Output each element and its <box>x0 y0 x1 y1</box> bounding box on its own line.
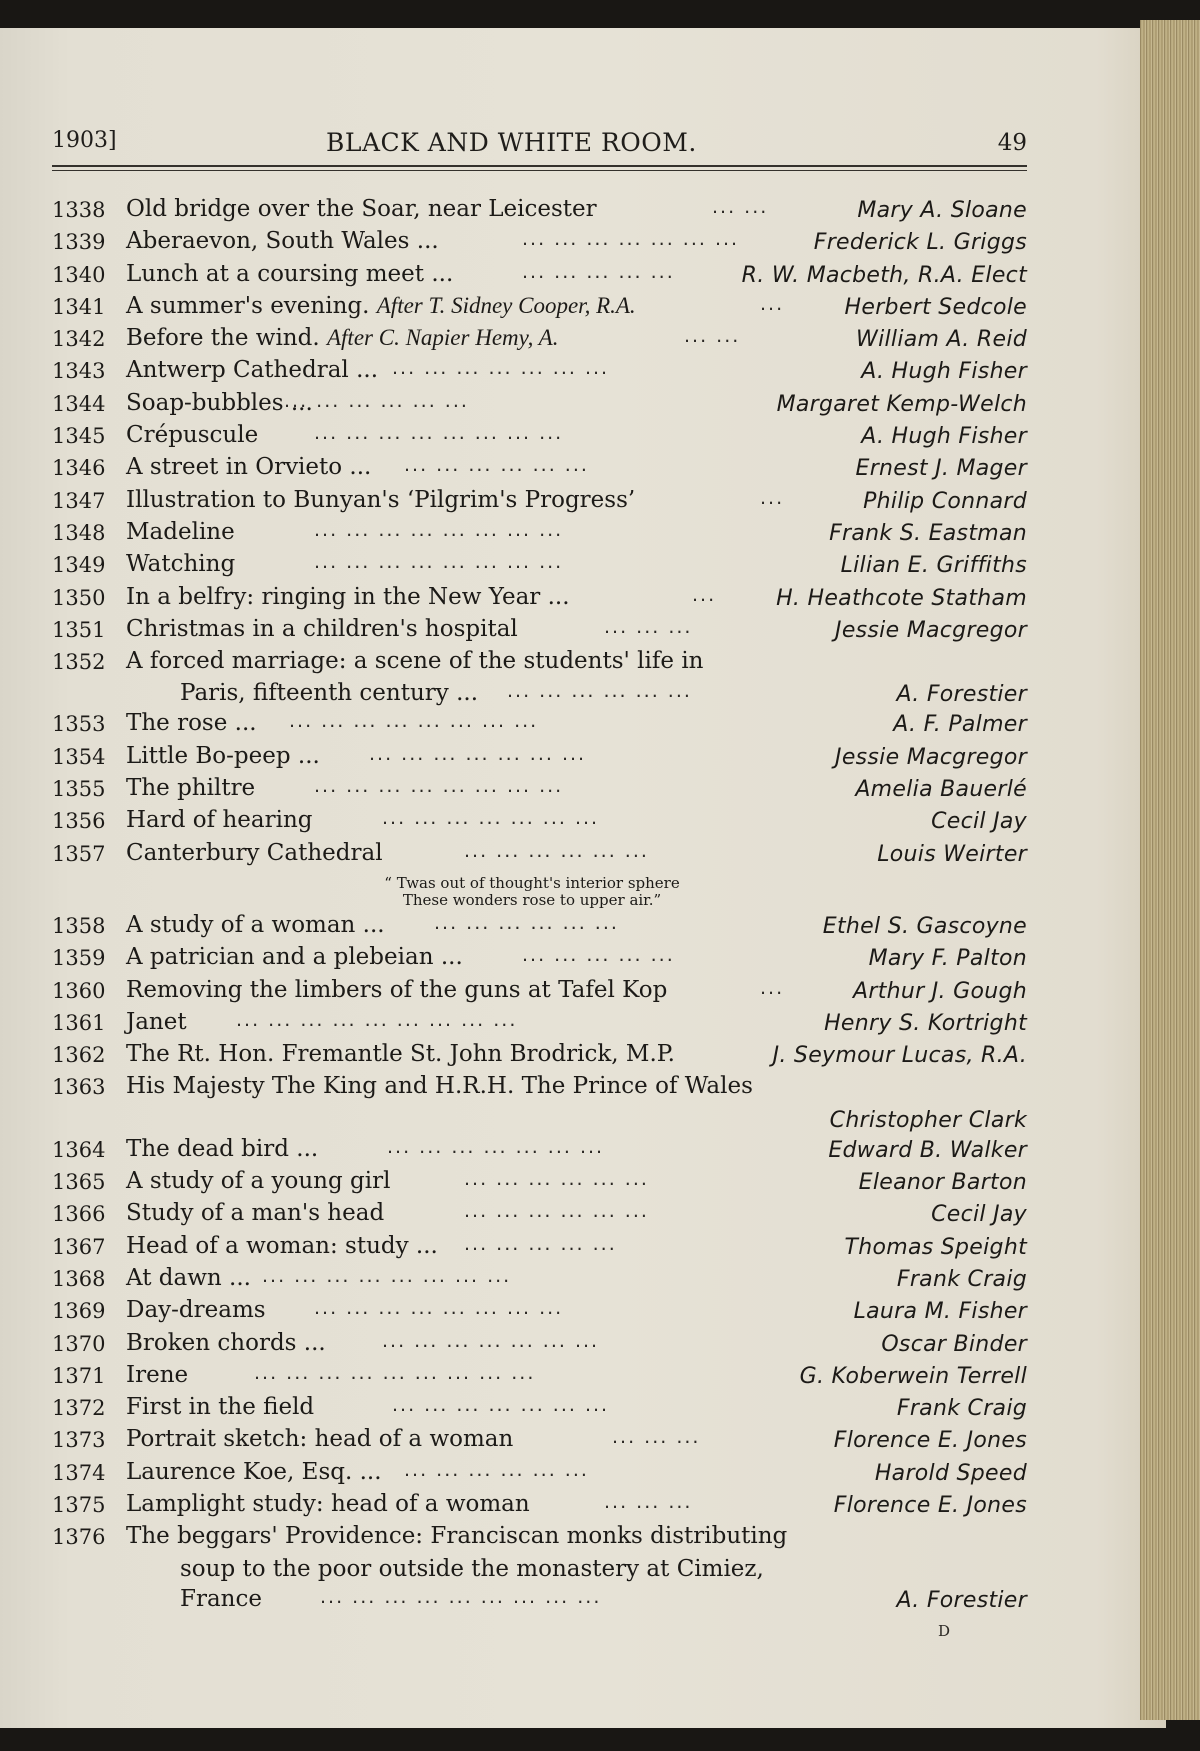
leader-dots: ... ... ... ... ... ... ... ... ... <box>320 1585 602 1608</box>
entry-title: Removing the limbers of the guns at Tafel Kop <box>126 976 668 1003</box>
catalogue-entry <box>52 775 1027 807</box>
entry-title: Head of a woman: study ... <box>126 1232 438 1259</box>
entry-title: Crépuscule <box>126 422 259 449</box>
entry-artist: Mary F. Palton <box>868 946 1027 972</box>
entry-number: 1347 <box>52 488 106 513</box>
header-title: BLACK AND WHITE ROOM. <box>326 128 697 157</box>
leader-dots: ... ... ... ... ... ... ... ... ... <box>254 1361 536 1384</box>
entry-title: Illustration to Bunyan's ‘Pilgrim's Progress’ <box>126 486 636 513</box>
entry-artist: Harold Speed <box>874 1460 1027 1486</box>
entry-artist: J. Seymour Lucas, R.A. <box>772 1043 1027 1069</box>
entry-number: 1354 <box>52 744 106 769</box>
entry-title: Lunch at a coursing meet ... <box>126 260 454 287</box>
catalogue-entry <box>52 228 1027 260</box>
entry-title: A study of a young girl <box>126 1168 391 1195</box>
catalogue-entry <box>52 390 1027 422</box>
entry-title <box>126 325 558 351</box>
entry-artist: Margaret Kemp-Welch <box>776 391 1027 417</box>
catalogue-entry <box>52 293 1027 325</box>
entry-number: 1364 <box>52 1137 106 1162</box>
leader-dots: ... ... ... ... ... ... <box>464 1200 649 1223</box>
header-rule <box>52 165 1027 167</box>
catalogue-entry <box>52 944 1027 976</box>
leader-dots: ... ... ... ... ... ... <box>404 454 589 477</box>
entry-title-attribution: After C. Napier Hemy, A. <box>326 325 559 351</box>
entry-title: France <box>180 1585 262 1612</box>
entry-title: Watching <box>126 551 236 578</box>
entry-title-text: A summer's evening. <box>126 292 370 319</box>
entry-artist: Florence E. Jones <box>833 1428 1027 1454</box>
entry-artist: A. Forestier <box>896 1587 1027 1613</box>
leader-dots: ... ... ... ... ... ... ... ... <box>314 551 564 574</box>
leader-dots: ... ... ... <box>612 1426 701 1449</box>
entry-title: Study of a man's head <box>126 1200 385 1227</box>
catalogue-entry <box>52 261 1027 293</box>
catalogue-entry <box>52 710 1027 742</box>
leader-dots: ... ... ... ... ... ... ... ... <box>314 518 564 541</box>
entry-title: In a belfry: ringing in the New Year ... <box>126 583 570 610</box>
entry-number: 1346 <box>52 456 106 481</box>
leader-dots: ... <box>692 583 717 606</box>
entry-artist: A. Hugh Fisher <box>861 424 1027 450</box>
entry-title: A forced marriage: a scene of the students' life in <box>126 648 704 675</box>
quote-line: These wonders rose to upper air.” <box>402 890 662 909</box>
catalogue-entry <box>52 1586 1027 1616</box>
leader-dots: ... ... ... ... ... ... ... ... ... <box>236 1008 518 1031</box>
catalogue-entry <box>52 1200 1027 1232</box>
entry-artist: Arthur J. Gough <box>853 978 1027 1004</box>
leader-dots: ... ... ... ... ... ... ... ... <box>289 710 539 733</box>
catalogue-entry <box>52 1523 1027 1555</box>
leader-dots: ... ... ... ... ... ... <box>464 1168 649 1191</box>
catalogue-entry <box>52 422 1027 454</box>
catalogue-entry <box>52 1009 1027 1041</box>
entry-artist: H. Heathcote Statham <box>776 585 1027 611</box>
entry-number: 1376 <box>52 1525 106 1550</box>
entry-title: Irene <box>126 1361 189 1388</box>
catalogue-entry <box>52 196 1027 228</box>
entry-title: Laurence Koe, Esq. ... <box>126 1458 382 1485</box>
entry-title: Little Bo-peep ... <box>126 742 320 769</box>
catalogue-entry <box>52 743 1027 775</box>
entry-number: 1342 <box>52 327 106 352</box>
catalogue-entry <box>52 1330 1027 1362</box>
entry-artist: Amelia Bauerlé <box>855 777 1027 803</box>
entry-number: 1338 <box>52 198 106 222</box>
catalogue-entry <box>52 1136 1027 1168</box>
entry-number: 1344 <box>52 391 106 416</box>
quote-line: “ Twas out of thought's interior sphere <box>384 873 680 892</box>
entry-artist: Edward B. Walker <box>828 1137 1027 1163</box>
catalogue-entry <box>52 1265 1027 1297</box>
leader-dots: ... ... ... ... ... ... ... <box>392 1394 610 1417</box>
catalogue-entry <box>52 977 1027 1009</box>
catalogue-entry <box>52 584 1027 616</box>
entry-artist: Ernest J. Mager <box>855 456 1027 482</box>
entry-number: 1357 <box>52 841 106 866</box>
leader-dots: ... ... ... ... ... ... <box>404 1458 589 1481</box>
leader-dots: ... ... ... ... ... <box>522 260 675 283</box>
entry-artist: Cecil Jay <box>931 1202 1027 1228</box>
entry-number: 1365 <box>52 1170 106 1195</box>
catalogue-entry <box>52 1073 1027 1105</box>
leader-dots: ... ... ... ... ... ... ... ... <box>314 422 564 445</box>
entry-artist: Louis Weirter <box>877 841 1027 867</box>
catalogue-entry <box>52 912 1027 944</box>
entry-title: His Majesty The King and H.R.H. The Prince of Wales <box>126 1073 753 1100</box>
catalogue-entry <box>52 1394 1027 1426</box>
epigraph-quote <box>52 872 1027 912</box>
catalogue-entry <box>52 551 1027 583</box>
catalogue-entry <box>52 807 1027 839</box>
entry-number: 1358 <box>52 913 106 938</box>
leader-dots: ... ... ... ... ... ... ... <box>387 1135 605 1158</box>
catalogue-list <box>52 196 1027 1616</box>
entry-number: 1352 <box>52 650 106 675</box>
entry-title: A study of a woman ... <box>126 911 385 938</box>
entry-title: Canterbury Cathedral <box>126 839 383 866</box>
entry-number: 1361 <box>52 1010 106 1035</box>
catalogue-entry <box>52 616 1027 648</box>
leader-dots: ... ... ... ... ... ... <box>284 389 469 412</box>
entry-artist: Mary A. Sloane <box>857 198 1027 223</box>
catalogue-entry <box>52 454 1027 486</box>
entry-artist: A. F. Palmer <box>893 712 1027 738</box>
entry-artist: Laura M. Fisher <box>853 1299 1027 1325</box>
entry-number: 1348 <box>52 520 106 545</box>
entry-number: 1371 <box>52 1363 106 1388</box>
leader-dots: ... ... ... ... ... ... ... <box>382 1329 600 1352</box>
entry-number: 1341 <box>52 294 106 319</box>
entry-number: 1373 <box>52 1428 106 1453</box>
header-rule-thin <box>52 170 1027 171</box>
entry-artist: Christopher Clark <box>829 1107 1027 1133</box>
entry-artist: Jessie Macgregor <box>835 744 1027 770</box>
entry-number: 1363 <box>52 1075 106 1100</box>
entry-artist: Oscar Binder <box>881 1331 1027 1357</box>
entry-artist: Frank Craig <box>896 1396 1027 1422</box>
page-header <box>52 100 1027 157</box>
leader-dots: ... ... ... ... ... ... <box>507 680 692 703</box>
catalogue-entry <box>52 1297 1027 1329</box>
catalogue-entry <box>52 1556 1027 1586</box>
leader-dots: ... <box>760 486 785 509</box>
entry-number: 1375 <box>52 1492 106 1517</box>
entry-number: 1345 <box>52 424 106 449</box>
signature-mark: D <box>938 1622 951 1640</box>
catalogue-entry <box>52 1362 1027 1394</box>
entry-artist: Philip Connard <box>863 488 1027 514</box>
entry-title: soup to the poor outside the monastery at Cimiez, <box>180 1555 764 1582</box>
entry-number: 1343 <box>52 359 106 384</box>
entry-title-attribution: After T. Sidney Cooper, R.A. <box>376 292 636 318</box>
entry-title: First in the field <box>126 1394 315 1421</box>
entry-title: Day-dreams <box>126 1297 266 1324</box>
entry-artist: G. Koberwein Terrell <box>799 1363 1027 1389</box>
entry-title: The rose ... <box>126 710 257 737</box>
leader-dots: ... ... ... ... ... <box>522 944 675 967</box>
leader-dots: ... ... ... ... ... ... ... <box>382 807 600 830</box>
entry-artist: Florence E. Jones <box>833 1492 1027 1518</box>
catalogue-entry <box>52 840 1027 872</box>
entry-number: 1369 <box>52 1299 106 1324</box>
leader-dots: ... ... ... ... ... ... ... ... <box>262 1264 512 1287</box>
catalogue-entry <box>52 519 1027 551</box>
page-number: 49 <box>997 130 1027 156</box>
leader-dots: ... <box>760 292 785 315</box>
entry-title: Old bridge over the Soar, near Leicester <box>126 196 597 222</box>
leader-dots: ... ... ... ... ... ... <box>434 911 619 934</box>
catalogue-entry <box>52 487 1027 519</box>
leader-dots: ... ... ... ... ... ... ... ... <box>314 775 564 798</box>
catalogue-entry <box>52 1426 1027 1458</box>
entry-title: Christmas in a children's hospital <box>126 615 518 642</box>
leader-dots: ... ... ... ... ... ... <box>464 839 649 862</box>
leader-dots: ... <box>760 976 785 999</box>
entry-artist: Thomas Speight <box>844 1234 1027 1260</box>
catalogue-entry <box>52 1168 1027 1200</box>
entry-title: The philtre <box>126 775 256 802</box>
entry-artist: A. Forestier <box>896 682 1027 708</box>
entry-number: 1362 <box>52 1043 106 1068</box>
entry-artist: Herbert Sedcole <box>844 294 1027 320</box>
leader-dots: ... ... ... <box>604 1490 693 1513</box>
entry-artist: Frank S. Eastman <box>829 520 1027 546</box>
entry-number: 1367 <box>52 1234 106 1259</box>
entry-number: 1350 <box>52 585 106 610</box>
entry-number: 1353 <box>52 712 106 737</box>
catalogue-entry <box>52 1491 1027 1523</box>
entry-title: Janet <box>126 1008 187 1035</box>
entry-number: 1359 <box>52 946 106 971</box>
entry-title: Paris, fifteenth century ... <box>180 680 479 707</box>
entry-title: Soap-bubbles ... <box>126 389 313 416</box>
entry-title: At dawn ... <box>126 1264 251 1291</box>
header-year: 1903] <box>52 128 117 153</box>
leader-dots: ... ... <box>712 196 769 218</box>
entry-artist: Cecil Jay <box>931 809 1027 835</box>
entry-number: 1372 <box>52 1396 106 1421</box>
entry-title: A street in Orvieto ... <box>126 454 372 481</box>
leader-dots: ... ... ... ... ... ... ... <box>392 357 610 380</box>
entry-title: A patrician and a plebeian ... <box>126 944 463 971</box>
entry-title: The Rt. Hon. Fremantle St. John Brodrick, M.P. <box>126 1041 675 1068</box>
entry-artist: Lilian E. Griffiths <box>840 553 1027 579</box>
entry-number: 1368 <box>52 1266 106 1291</box>
entry-number: 1370 <box>52 1331 106 1356</box>
leader-dots: ... ... ... ... ... <box>464 1232 617 1255</box>
leader-dots: ... ... ... <box>604 615 693 638</box>
entry-artist: Eleanor Barton <box>858 1170 1027 1196</box>
entry-title: Portrait sketch: head of a woman <box>126 1426 514 1453</box>
entry-artist: William A. Reid <box>856 327 1027 353</box>
leader-dots: ... ... ... ... ... ... ... <box>522 228 740 251</box>
entry-title: Lamplight study: head of a woman <box>126 1490 530 1517</box>
entry-number: 1366 <box>52 1202 106 1227</box>
entry-title-text: Before the wind. <box>126 325 320 352</box>
page-edges <box>1140 20 1200 1720</box>
catalogue-entry <box>52 357 1027 389</box>
entry-number: 1340 <box>52 262 106 287</box>
entry-artist: Frederick L. Griggs <box>813 230 1027 256</box>
entry-artist: Jessie Macgregor <box>835 617 1027 643</box>
catalogue-entry <box>52 648 1027 680</box>
catalogue-entry <box>52 1106 1027 1136</box>
catalogue-entry <box>52 1041 1027 1073</box>
entry-title: Antwerp Cathedral ... <box>126 357 379 384</box>
entry-number: 1374 <box>52 1460 106 1485</box>
catalogue-entry <box>52 1233 1027 1265</box>
entry-number: 1351 <box>52 617 106 642</box>
entry-artist: R. W. Macbeth, R.A. Elect <box>741 262 1027 288</box>
entry-number: 1339 <box>52 230 106 255</box>
catalogue-entry <box>52 680 1027 710</box>
entry-title: Hard of hearing <box>126 807 313 834</box>
entry-title: Broken chords ... <box>126 1329 326 1356</box>
entry-title: Aberaevon, South Wales ... <box>126 228 439 255</box>
entry-artist: A. Hugh Fisher <box>861 359 1027 385</box>
entry-artist: Frank Craig <box>896 1266 1027 1292</box>
leader-dots: ... ... <box>684 325 741 348</box>
entry-artist: Henry S. Kortright <box>824 1010 1027 1036</box>
entry-artist: Ethel S. Gascoyne <box>822 913 1027 939</box>
entry-title: The beggars' Providence: Franciscan monks distributing <box>126 1523 788 1550</box>
entry-title: Madeline <box>126 518 235 545</box>
entry-title <box>126 293 636 319</box>
entry-number: 1349 <box>52 553 106 578</box>
entry-title: The dead bird ... <box>126 1135 319 1162</box>
leader-dots: ... ... ... ... ... ... ... ... <box>314 1297 564 1320</box>
leader-dots: ... ... ... ... ... ... ... <box>369 742 587 765</box>
entry-number: 1355 <box>52 777 106 802</box>
entry-number: 1360 <box>52 978 106 1003</box>
catalogue-entry <box>52 325 1027 357</box>
catalogue-entry <box>52 1459 1027 1491</box>
entry-number: 1356 <box>52 809 106 834</box>
